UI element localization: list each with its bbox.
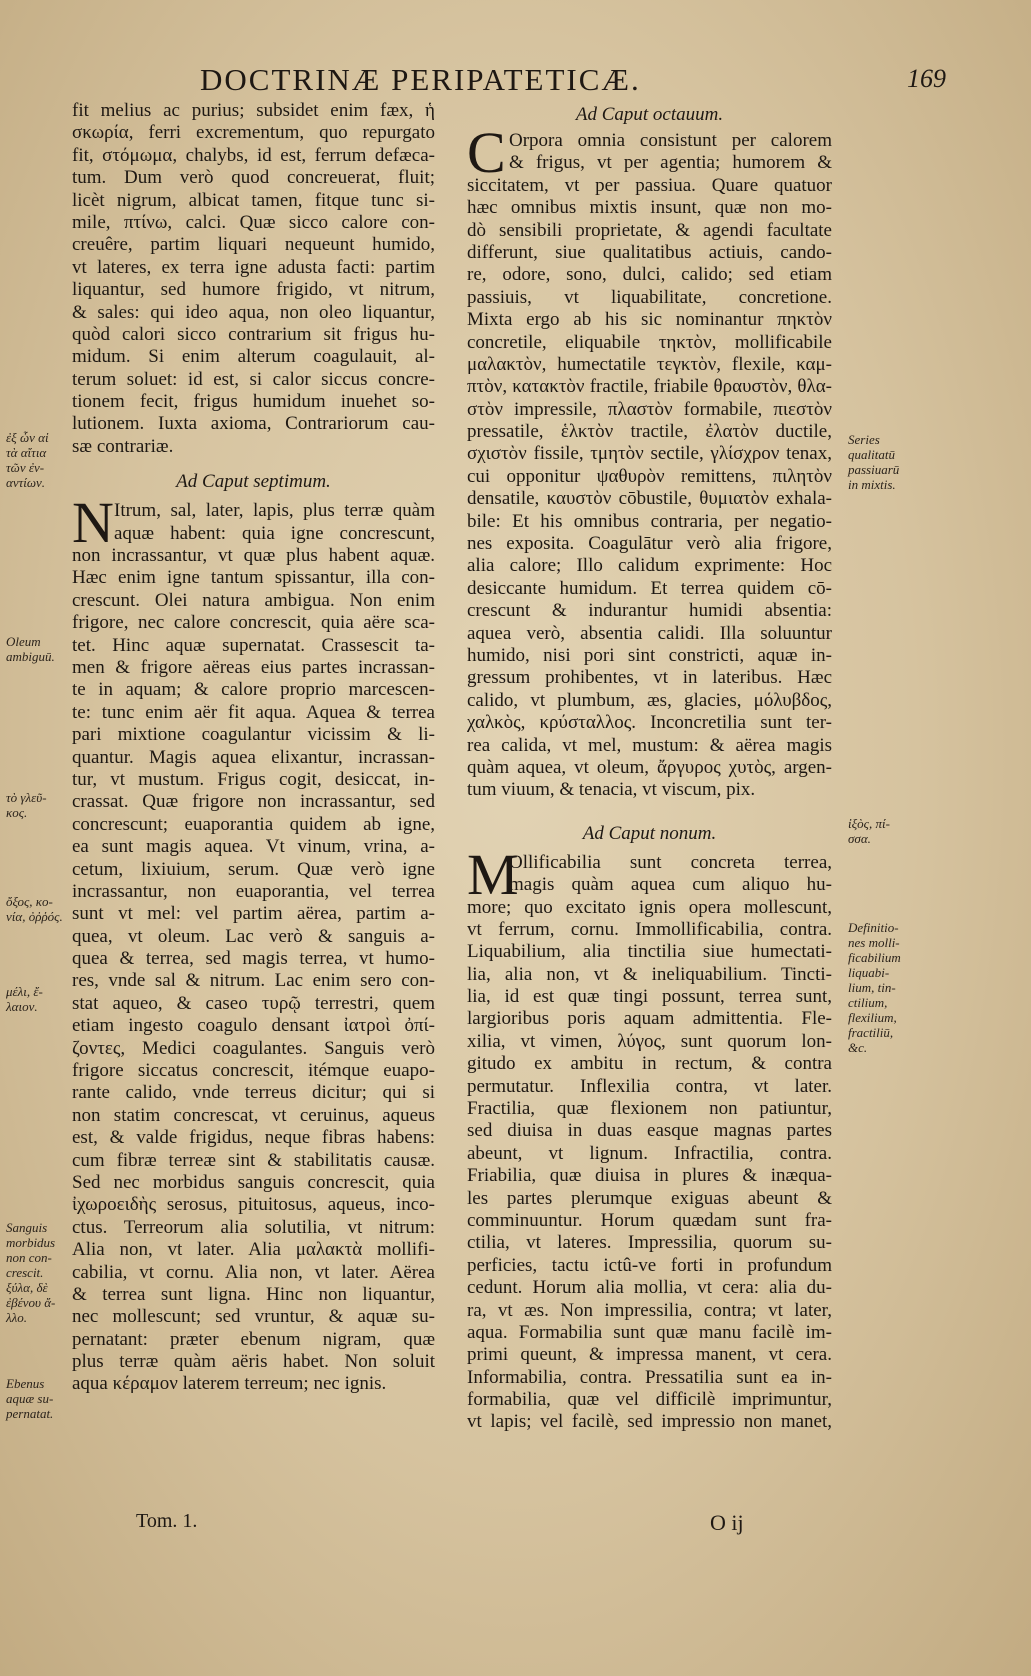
drop-cap: M bbox=[467, 841, 519, 907]
text-line: nes exposita. Coagulātur verò alia frigore, bbox=[467, 533, 832, 555]
margin-note: Sanguis morbidus non con- crescit. ξύλα, δὲ ἐβένου ἄ- λλο. bbox=[6, 1220, 56, 1325]
text-line: sæ contrariæ. bbox=[72, 435, 174, 457]
text-line: te: tunc enim aër fit aqua. Aquea & terrea bbox=[72, 701, 435, 723]
text-line: tum viuum, & tenacia, vt viscum, pix. bbox=[467, 779, 756, 801]
text-line: tur, vt mustum. Frigus cogit, desiccat, in- bbox=[72, 768, 435, 790]
text-line: primi queunt, & impressa manent, vt cera. bbox=[467, 1344, 832, 1366]
text-line: densatile, καυστὸν cōbustile, θυμιατὸν exhala- bbox=[467, 488, 832, 510]
text-line: crassat. Quæ frigore non incrassantur, sed bbox=[72, 791, 435, 813]
text-line: dò sensibili proprietate, & agendi facultate bbox=[467, 219, 832, 241]
text-line: Friabilia, quæ diuisa in plures & inæqua- bbox=[467, 1165, 832, 1187]
text-line: στὸν impressile, πλαστὸν formabile, πιεστὸν bbox=[467, 398, 832, 420]
margin-note: Oleum ambiguū. bbox=[6, 634, 55, 664]
text-line: liquantur, sed humore frigido, vt nitrum, bbox=[72, 279, 435, 301]
text-line: tionem fecit, frigus humidum inuehet so- bbox=[72, 391, 435, 413]
text-line: lia, alia non, vt & ineliquabilium. Tincti- bbox=[467, 963, 832, 985]
text-line: nec mollescunt; sed vruntur, & aquæ su- bbox=[72, 1306, 435, 1328]
text-line: quantur. Magis aquea elixantur, incrassan- bbox=[72, 746, 435, 768]
text-line: ζοντες, Medici coagulantes. Sanguis verò bbox=[72, 1037, 435, 1059]
text-line: differunt, siue qualitatibus actiuis, cando- bbox=[467, 241, 832, 263]
text-line: lutionem. Iuxta axioma, Contrariorum cau- bbox=[72, 413, 435, 435]
text-line: desiccante humidum. Et terrea quidem cō- bbox=[467, 577, 832, 599]
margin-note: ὄξος, κο- νία, ὀῤῥός. bbox=[6, 894, 63, 924]
drop-cap: N bbox=[72, 490, 114, 556]
text-line: quàm aquea, vt oleum, ἄργυρος χυτὸς, argen- bbox=[467, 756, 832, 778]
text-line: Informabilia, contra. Pressatilia sunt ea in- bbox=[467, 1366, 832, 1388]
text-line: aqua κέραμον laterem terreum; nec ignis. bbox=[72, 1373, 387, 1395]
text-line: non incrassantur, vt quæ plus habent aquæ. bbox=[72, 545, 435, 567]
text-line: crescunt. Olei natura ambigua. Non enim bbox=[72, 589, 435, 611]
text-line: fit, στόμωμα, chalybs, id est, ferrum defæca- bbox=[72, 144, 435, 166]
text-line: aqua. Formabilia sunt quæ manu facilè im- bbox=[467, 1321, 832, 1343]
paragraph-cap8 bbox=[467, 120, 832, 802]
text-line: rante calido, vnde terreus dicitur; qui si bbox=[72, 1082, 435, 1104]
text-line: siccitatem, vt per passiua. Quare quatuor bbox=[467, 174, 832, 196]
text-line: tum. Dum verò quod concreuerat, fluit; bbox=[72, 167, 435, 189]
right-column bbox=[467, 100, 832, 1434]
text-line: alia calore; Illo calidum exprimente: Hoc bbox=[467, 555, 832, 577]
text-line: formabilia, quæ vel difficilè imprimuntur, bbox=[467, 1389, 832, 1411]
text-line: pressatile, ἑλκτὸν tractile, ἐλατὸν ductile, bbox=[467, 421, 832, 443]
text-line: terum soluet: id est, si calor siccus concre- bbox=[72, 368, 435, 390]
page-number: 169 bbox=[907, 64, 946, 93]
text-line: μαλακτὸν, humectatile τεγκτὸν, flexile, καμ- bbox=[467, 353, 832, 375]
running-head: DOCTRINÆ PERIPATETICÆ. bbox=[200, 62, 641, 97]
text-line: Ollificabilia sunt concreta terrea, bbox=[509, 851, 832, 873]
text-line: more; quo excitato ignis opera mollescunt, bbox=[467, 896, 832, 918]
margin-note: Ebenus aquæ su- pernatat. bbox=[6, 1376, 54, 1421]
text-line: concrescunt; euaporantia quidem ab igne, bbox=[72, 813, 435, 835]
text-line: ctus. Terreorum alia solutilia, vt nitrum: bbox=[72, 1216, 435, 1238]
margin-note: μέλι, ἔ- λαιον. bbox=[6, 984, 43, 1014]
text-line: plus terræ quàm aëris habet. Non soluit bbox=[72, 1351, 435, 1373]
text-line: sunt vt mel: vel partim aërea, partim a- bbox=[72, 903, 435, 925]
text-line: σχιστὸν fissile, τμητὸν sectile, γλίσχρον tenax, bbox=[467, 443, 832, 465]
text-line: pernatant: præter ebenum nigram, quæ bbox=[72, 1328, 435, 1350]
text-line: incrassantur, non euaporantia, vel terrea bbox=[72, 880, 435, 902]
text-line: fit melius ac purius; subsidet enim fæx, ἡ bbox=[72, 100, 435, 121]
text-line: est, & valde frigidus, neque fibras habens: bbox=[72, 1127, 435, 1149]
text-line: res, vnde sal & nitrum. Lac enim sero con- bbox=[72, 970, 435, 992]
text-line: re, odore, sono, dulci, calido; sed etiam bbox=[467, 264, 832, 286]
text-line: & terrea sunt ligna. Hinc non liquantur, bbox=[72, 1283, 435, 1305]
drop-cap: C bbox=[467, 120, 506, 185]
text-line: πτὸν, κατακτὸν fractile, friabile θραυστὸν, θλα- bbox=[467, 376, 832, 398]
text-line: men & frigore aëreas eius partes incrassan- bbox=[72, 656, 435, 678]
text-line: hæc omnibus mixtis insunt, quæ non mo- bbox=[467, 197, 832, 219]
text-line: licèt nigrum, albicat tamen, fitque tunc si- bbox=[72, 189, 435, 211]
paragraph-cap6-end bbox=[72, 100, 435, 458]
text-line: σκωρία, ferri excrementum, quo repurgato bbox=[72, 122, 435, 144]
text-line: ctilia, vt lateres. Impressilia, quorum su- bbox=[467, 1232, 832, 1254]
text-line: vt lateres, ex terra igne adusta facti: partim bbox=[72, 256, 435, 278]
text-line: aquea verò, absentia calidi. Illa soluuntur bbox=[467, 622, 832, 644]
paragraph-cap9 bbox=[467, 841, 832, 1434]
text-line: creuêre, partim liquari nequeunt humido, bbox=[72, 234, 435, 256]
text-line: largioribus poris aquam admittentia. Fle- bbox=[467, 1008, 832, 1030]
text-line: gitudo ex ambitu in rectum, & contra bbox=[467, 1053, 832, 1075]
text-line: frigore siccatus concrescit, itémque euapo- bbox=[72, 1060, 435, 1082]
text-line: & sales: qui ideo aqua, non oleo liquantur, bbox=[72, 301, 435, 323]
text-line: cum fibræ terreæ sint & stabilitatis causæ. bbox=[72, 1149, 435, 1171]
text-line: ἰχωροειδὴς serosus, pituitosus, aqueus, inco- bbox=[72, 1194, 435, 1216]
text-line: cedunt. Horum alia mollia, vt cera: alia du- bbox=[467, 1277, 832, 1299]
text-line: Liquabilium, alia tinctilia siue humectati- bbox=[467, 941, 832, 963]
text-line: rea calida, vt mel, mustum: & aërea magis bbox=[467, 734, 832, 756]
page-footer bbox=[0, 1510, 1031, 1540]
text-line: χαλκὸς, κρύσταλλος. Inconcretilia sunt ter- bbox=[467, 712, 832, 734]
margin-note: ἰξὸς, πί- σσα. bbox=[848, 816, 890, 846]
text-line: Mixta ergo ab his sic nominantur πηκτὸν bbox=[467, 309, 832, 331]
text-line: abeunt, vt lignum. Infractilia, contra. bbox=[467, 1142, 832, 1164]
text-line: cui opponitur ψαθυρὸν remittens, πιλητὸν bbox=[467, 465, 832, 487]
text-line: non statim concrescat, vt ceruinus, aqueus bbox=[72, 1104, 435, 1126]
heading-caput-septimum: Ad Caput septimum. bbox=[176, 471, 331, 493]
text-line: crescunt & indurantur humidi absentia: bbox=[467, 600, 832, 622]
text-line: Hæc enim igne tantum spissantur, illa con- bbox=[72, 567, 435, 589]
text-line: Alia non, vt later. Alia μαλακτὰ mollifi- bbox=[72, 1239, 435, 1261]
text-line: Sed nec morbidus sanguis concrescit, quia bbox=[72, 1171, 435, 1193]
text-line: mile, πτίνω, calci. Quæ sicco calore con- bbox=[72, 211, 435, 233]
text-line: Orpora omnia consistunt per calorem bbox=[509, 130, 832, 151]
text-line: vt ferrum, cornu. Immollificabilia, contra. bbox=[467, 918, 832, 940]
paragraph-cap7 bbox=[72, 490, 435, 1396]
margin-note: Definitio- nes molli- ficabilium liquabi- lium, tin- ctilium, flexilium, fractiliū, &c. bbox=[848, 920, 901, 1055]
signature-mark: O ij bbox=[710, 1510, 744, 1535]
text-line: quòd calori sicco contrarium sit frigus hu- bbox=[72, 323, 435, 345]
text-line: aquæ habent: quia igne concrescunt, bbox=[114, 522, 435, 544]
text-line: frigore, nec calore concrescit, quia aëre sca- bbox=[72, 612, 435, 634]
page-header bbox=[0, 62, 1031, 102]
text-line: magis quàm aquea cum aliquo hu- bbox=[509, 874, 832, 896]
text-line: perficies, tactu ictû-ve forti in profundum bbox=[467, 1254, 832, 1276]
text-line: humido, nisi pori sint constricti, aquæ in- bbox=[467, 644, 832, 666]
text-line: bile: Et his omnibus contraria, per negatio- bbox=[467, 510, 832, 532]
text-line: ra, vt æs. Non impressilia, contra; vt later, bbox=[467, 1299, 832, 1321]
text-line: tet. Hinc aquæ supernatat. Crassescit ta- bbox=[72, 634, 435, 656]
text-line: ea sunt magis aquea. Vt vinum, vrina, a- bbox=[72, 836, 435, 858]
text-line: pari mixtione coagulantur vicissim & li- bbox=[72, 724, 435, 746]
text-line: vt lapis; vel facilè, sed impressio non manet, bbox=[467, 1411, 832, 1433]
text-line: cetum, lixiuium, serum. Quæ verò igne bbox=[72, 858, 435, 880]
text-line: midum. Si enim alterum coagulauit, al- bbox=[72, 346, 435, 368]
text-line: sed diuisa in duas easque magnas partes bbox=[467, 1120, 832, 1142]
text-line: xilia, vt vimen, λύγος, sunt quorum lon- bbox=[467, 1030, 832, 1052]
text-line: te in aquam; & calore proprio marcescen- bbox=[72, 679, 435, 701]
margin-note: Series qualitatū passiuarū in mixtis. bbox=[848, 432, 900, 492]
text-line: calido, vt plumbum, æs, glacies, μόλυβδος, bbox=[467, 689, 832, 711]
heading-caput-octauum: Ad Caput octauum. bbox=[575, 104, 724, 125]
text-line: Fractilia, quæ flexionem non patiuntur, bbox=[467, 1098, 832, 1120]
text-line: lia, id est quæ tingi possunt, terrea sunt, bbox=[467, 986, 832, 1008]
left-column bbox=[72, 100, 435, 1396]
text-line: gressum prohibentes, vt in lateribus. Hæc bbox=[467, 667, 832, 689]
text-line: permutatur. Inflexilia contra, vt later. bbox=[467, 1075, 832, 1097]
volume-mark: Tom. 1. bbox=[136, 1510, 198, 1532]
text-line: quea & terrea, sed magis terrea, vt humo- bbox=[72, 948, 435, 970]
text-line: & frigus, vt per agentia; humorem & bbox=[509, 152, 832, 174]
text-line: comminuuntur. Horum quædam sunt fra- bbox=[467, 1209, 832, 1231]
heading-caput-nonum: Ad Caput nonum. bbox=[582, 822, 717, 844]
text-line: cabilia, vt cornu. Alia non, vt later. Aërea bbox=[72, 1261, 435, 1283]
text-line: les partes plerumque exiguas abeunt & bbox=[467, 1187, 832, 1209]
margin-note: τὸ γλεῦ- κος. bbox=[6, 790, 47, 820]
text-line: passiuis, vt liquabilitate, concretione. bbox=[467, 286, 832, 308]
text-line: etiam ingesto coagulo densant ἰατροὶ ὀπί- bbox=[72, 1015, 435, 1037]
margin-note: ἐξ ὧν αἱ τὰ αἴτια τῶν ἐν- αντίων. bbox=[6, 430, 49, 490]
text-line: concretile, eliquabile τηκτὸν, mollificabile bbox=[467, 331, 832, 353]
text-line: stat aqueo, & caseo τυρῷ terrestri, quem bbox=[72, 992, 435, 1014]
text-line: quea, vt oleum. Lac verò & sanguis a- bbox=[72, 925, 435, 947]
text-line: Itrum, sal, later, lapis, plus terræ quàm bbox=[114, 500, 435, 522]
